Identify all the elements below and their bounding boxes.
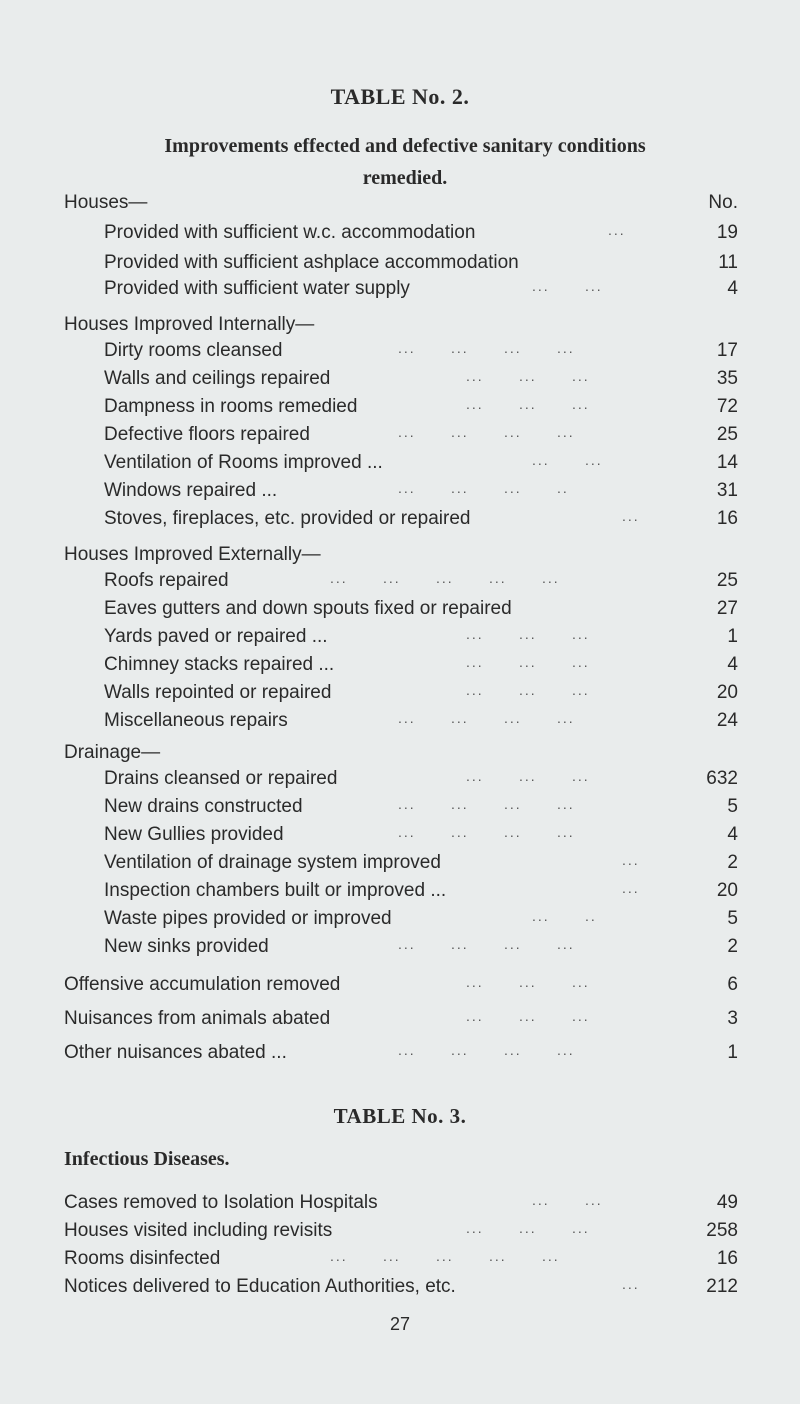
leader-dots: ... ... ... (466, 626, 590, 642)
row-value: 2 (727, 936, 738, 957)
row-label: Houses visited including revisits (64, 1220, 333, 1241)
table-row (0, 682, 800, 708)
table-row (0, 908, 800, 934)
leader-dots: ... ... ... (466, 654, 590, 670)
leader-dots: ... (622, 880, 640, 896)
table-row (0, 710, 800, 736)
row-label: Chimney stacks repaired ... (104, 654, 335, 675)
row-value: 31 (716, 480, 738, 501)
row-label: Inspection chambers built or improved ... (104, 880, 447, 901)
leader-dots: ... ... (532, 452, 603, 468)
table-row (0, 480, 800, 506)
row-label: Other nuisances abated ... (64, 1042, 287, 1063)
row-value: 25 (716, 570, 738, 591)
leader-dots: ... ... ... ... ... (330, 570, 560, 586)
table3-heading: Infectious Diseases. (64, 1148, 230, 1170)
table-row (0, 936, 800, 962)
leader-dots: ... ... ... (466, 682, 590, 698)
leader-dots: ... ... ... (466, 768, 590, 784)
leader-dots: ... ... (532, 1192, 603, 1208)
table-row (0, 1220, 800, 1246)
leader-dots: ... ... ... ... (398, 824, 575, 840)
table3-title: TABLE No. 3. (333, 1104, 467, 1128)
leader-dots: ... ... (532, 278, 603, 294)
table-row (0, 396, 800, 422)
table-row (0, 252, 800, 278)
row-value: 1 (727, 1042, 738, 1063)
row-value: 4 (727, 278, 738, 299)
table-row (0, 1192, 800, 1218)
section-heading-houses: Houses— (64, 192, 148, 213)
leader-dots: ... ... ... ... (398, 936, 575, 952)
table-row (0, 570, 800, 596)
row-label: Cases removed to Isolation Hospitals (64, 1192, 378, 1213)
row-value: 14 (716, 452, 738, 473)
section-heading-externally: Houses Improved Externally— (64, 544, 321, 565)
row-label: Nuisances from animals abated (64, 1008, 331, 1029)
row-label: Ventilation of drainage system improved (104, 852, 441, 873)
row-value: 258 (706, 1220, 738, 1241)
row-label: Walls repointed or repaired (104, 682, 332, 703)
row-value: 25 (716, 424, 738, 445)
leader-dots: ... .. (532, 908, 597, 924)
table-row (0, 1008, 800, 1034)
row-label: Provided with sufficient w.c. accommodation (104, 222, 476, 243)
table-row (0, 1276, 800, 1302)
leader-dots: ... (608, 222, 626, 238)
row-label: Yards paved or repaired ... (104, 626, 328, 647)
table-row (0, 824, 800, 850)
row-value: 27 (716, 598, 738, 619)
leader-dots: ... (622, 852, 640, 868)
leader-dots: ... ... ... (466, 974, 590, 990)
table-row (0, 278, 800, 304)
row-label: Notices delivered to Education Authorities, etc. (64, 1276, 456, 1297)
row-label: Provided with sufficient ashplace accommodation (104, 252, 519, 273)
row-value: 212 (706, 1276, 738, 1297)
row-label: Eaves gutters and down spouts fixed or repaired (104, 598, 512, 619)
page-number: 27 (389, 1314, 411, 1334)
row-value: 5 (727, 908, 738, 929)
table-row (0, 340, 800, 366)
leader-dots: ... (622, 508, 640, 524)
row-value: 2 (727, 852, 738, 873)
leader-dots: ... ... ... (466, 396, 590, 412)
table-row (0, 222, 800, 248)
leader-dots: ... ... ... (466, 1008, 590, 1024)
row-value: 35 (716, 368, 738, 389)
table-row (0, 654, 800, 680)
row-value: 11 (718, 252, 738, 273)
table-row (0, 796, 800, 822)
row-value: 19 (716, 222, 738, 243)
row-value: 4 (727, 824, 738, 845)
leader-dots: ... ... ... (466, 1220, 590, 1236)
table2-subtitle-line2: remedied. (362, 167, 448, 189)
row-value: 72 (716, 396, 738, 417)
table-row (0, 1042, 800, 1068)
leader-dots: ... ... ... ... (398, 1042, 575, 1058)
table-row (0, 974, 800, 1000)
row-label: Stoves, fireplaces, etc. provided or repaired (104, 508, 471, 529)
row-label: Walls and ceilings repaired (104, 368, 331, 389)
table-row (0, 598, 800, 624)
leader-dots: ... ... ... ... (398, 424, 575, 440)
row-label: Ventilation of Rooms improved ... (104, 452, 383, 473)
row-label: Dirty rooms cleansed (104, 340, 283, 361)
row-value: 17 (716, 340, 738, 361)
row-value: 20 (716, 682, 738, 703)
section-heading-drainage: Drainage— (64, 742, 161, 763)
row-value: 6 (727, 974, 738, 995)
row-label: Provided with sufficient water supply (104, 278, 410, 299)
leader-dots: ... ... ... ... (398, 796, 575, 812)
row-value: 3 (727, 1008, 738, 1029)
table-row (0, 424, 800, 450)
row-label: Drains cleansed or repaired (104, 768, 338, 789)
row-label: New drains constructed (104, 796, 303, 817)
row-value: 49 (716, 1192, 738, 1213)
table-row (0, 852, 800, 878)
table-row (0, 368, 800, 394)
row-value: 632 (706, 768, 738, 789)
table2-title: TABLE No. 2. (330, 84, 470, 109)
row-label: Defective floors repaired (104, 424, 310, 445)
row-value: 1 (727, 626, 738, 647)
row-label: Windows repaired ... (104, 480, 278, 501)
column-header-no: No. (708, 192, 738, 213)
row-label: Miscellaneous repairs (104, 710, 288, 731)
leader-dots: ... ... ... (466, 368, 590, 384)
row-label: New Gullies provided (104, 824, 284, 845)
table-row (0, 880, 800, 906)
leader-dots: ... ... ... ... (398, 710, 575, 726)
leader-dots: ... ... ... ... ... (330, 1248, 560, 1264)
table-row (0, 768, 800, 794)
table2-subtitle (50, 130, 760, 194)
row-label: Dampness in rooms remedied (104, 396, 358, 417)
leader-dots: ... ... ... .. (398, 480, 569, 496)
table-row (0, 452, 800, 478)
leader-dots: ... (622, 1276, 640, 1292)
table-row (0, 1248, 800, 1274)
row-value: 5 (727, 796, 738, 817)
section-heading-internally: Houses Improved Internally— (64, 314, 315, 335)
row-label: Roofs repaired (104, 570, 229, 591)
table-row (0, 508, 800, 534)
table-row (0, 626, 800, 652)
row-value: 20 (716, 880, 738, 901)
leader-dots: ... ... ... ... (398, 340, 575, 356)
row-label: Rooms disinfected (64, 1248, 221, 1269)
table2-subtitle-line1: Improvements effected and defective sanitary conditions (164, 135, 646, 157)
row-value: 16 (716, 1248, 738, 1269)
row-value: 4 (727, 654, 738, 675)
row-label: Waste pipes provided or improved (104, 908, 392, 929)
row-value: 16 (716, 508, 738, 529)
row-value: 24 (716, 710, 738, 731)
row-label: New sinks provided (104, 936, 269, 957)
row-label: Offensive accumulation removed (64, 974, 341, 995)
